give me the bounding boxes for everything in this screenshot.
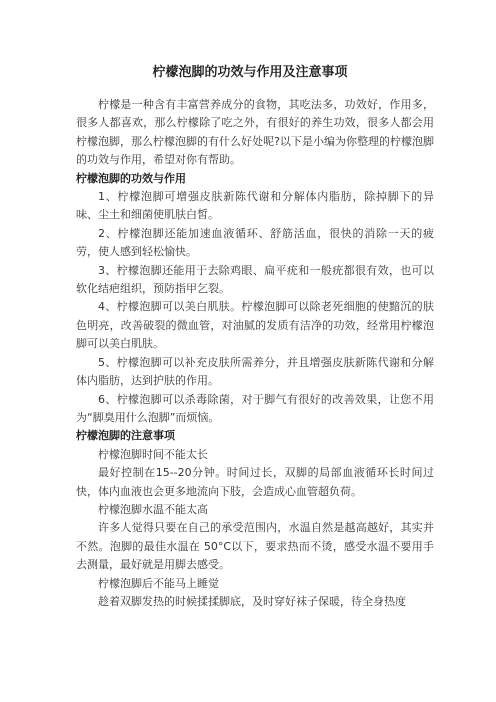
precaution-subheading-1: 柠檬泡脚时间不能太长 — [98, 447, 208, 461]
benefit-item-1: 1、柠檬泡脚可增强皮肤新陈代谢和分解体内脂肪，除掉脚下的异味、尘土和细菌使肌肤白皙。 — [76, 190, 434, 222]
precaution-subheading-3: 柠檬泡脚后不能马上睡觉 — [98, 576, 219, 590]
document-title: 柠檬泡脚的功效与作用及注意事项 — [152, 65, 348, 80]
benefit-item-4: 4、柠檬泡脚可以美白肌肤。柠檬泡脚可以除老死细胞的使黯沉的肤色明亮，改善破裂的微血管，对油腻的发质有洁净的功效，经常用柠檬泡脚可以美白肌肤。 — [76, 300, 434, 351]
section-heading-precautions: 柠檬泡脚的注意事项 — [76, 429, 175, 443]
section-heading-benefits: 柠檬泡脚的功效与作用 — [76, 171, 186, 185]
benefit-item-2: 2、柠檬泡脚还能加速血液循环、舒筋活血，很快的消除一天的疲劳，使人感到轻松愉快。 — [76, 226, 434, 259]
precaution-text-3: 趁着双脚发热的时候揉揉脚底，及时穿好袜子保暖，待全身热度 — [98, 594, 406, 608]
intro-paragraph: 柠檬是一种含有丰富营养成分的食物，其吃法多，功效好，作用多，很多人都喜欢，那么柠檬除了吃之外，有很好的养生功效，很多人都会用柠檬泡脚，那么柠檬泡脚的有什么好处呢?以下是小编为你整理的柠檬泡脚的功效与作用，希望对你有帮助。 — [76, 98, 434, 167]
benefit-item-3: 3、柠檬泡脚还能用于去除鸡眼、扁平疣和一般疣都很有效，也可以软化结疤组织，预防指甲乞裂。 — [76, 263, 434, 296]
benefit-item-5: 5、柠檬泡脚可以补充皮肤所需养分，并且增强皮肤新陈代谢和分解体内脂肪，达到护肤的作用。 — [76, 355, 434, 388]
precaution-text-1: 最好控制在15--20分钟。时间过长，双脚的局部血液循环长时间过快，体内血液也会更多地流向下肢，会造成心血管超负荷。 — [76, 466, 434, 498]
benefit-item-6: 6、柠檬泡脚可以杀毒除菌，对于脚气有很好的改善效果，让您不用为“脚臭用什么泡脚”而烦恼。 — [76, 392, 434, 424]
precaution-text-2: 许多人觉得只要在自己的承受范围内，水温自然是越高越好，其实并不然。泡脚的最佳水温在 50°C以下，要求热而不烫，感受水温不要用手去测量，最好就是用脚去感受。 — [76, 521, 434, 572]
precaution-subheading-2: 柠檬泡脚水温不能太高 — [98, 502, 208, 516]
